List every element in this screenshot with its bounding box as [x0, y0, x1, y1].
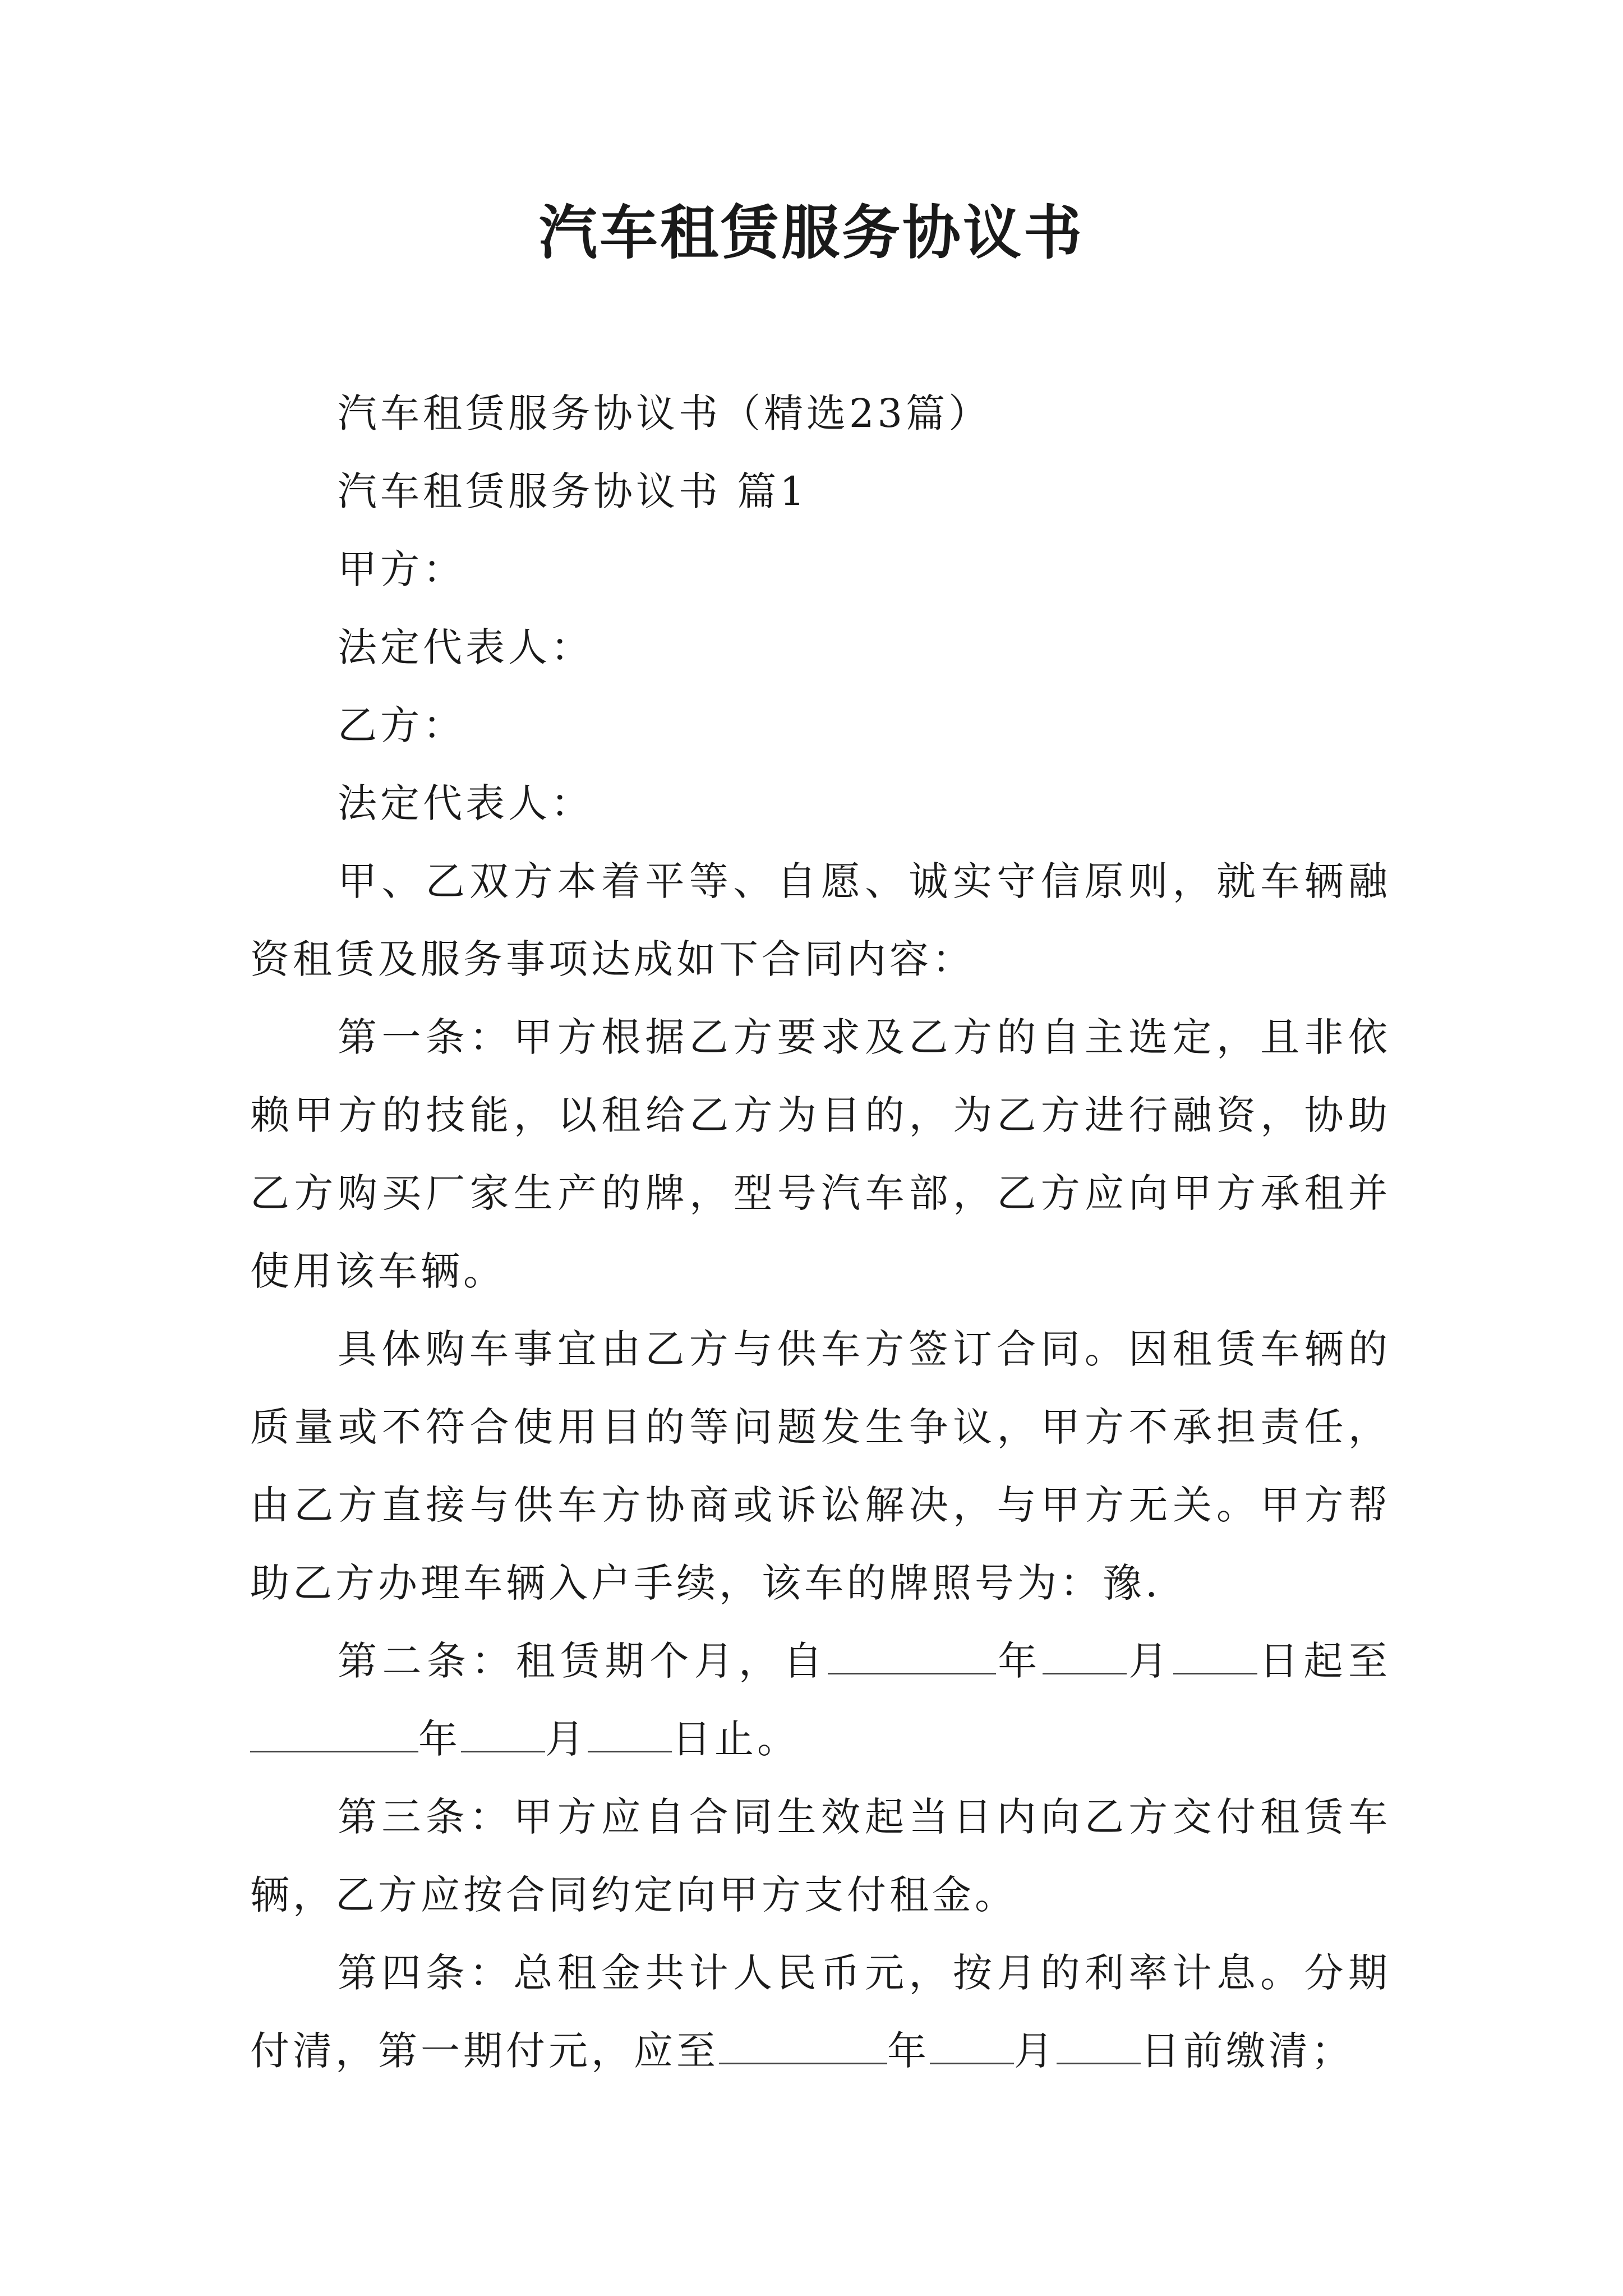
article-2-text-6: 月	[545, 1716, 588, 1762]
article-1-detail-paragraph: 具体购车事宜由乙方与供车方签订合同。因租赁车辆的质量或不符合使用目的等问题发生争议，甲方不承担责任，由乙方直接与供车方协商或诉讼解决，与甲方无关。甲方帮助乙方办理车辆入户手续，该车的牌照号为：豫.	[250, 1326, 1391, 1606]
article-2-text-2: 年	[995, 1638, 1043, 1684]
article-2-text-7: 日止。	[672, 1716, 800, 1762]
year-blank	[250, 1711, 418, 1752]
document-body	[250, 375, 1391, 2090]
article-4-text-1: 第四条：总租金共计人民币元，按月的利率计息。分期付清，第一期付元，应至	[250, 1950, 1391, 2074]
subtitle: 汽车租赁服务协议书（精选23篇）	[338, 390, 992, 436]
year-blank	[828, 1634, 996, 1674]
month-blank	[930, 2023, 1014, 2064]
article-4-text-4: 日前缴清；	[1141, 2028, 1354, 2074]
article-2-text-3: 月	[1126, 1638, 1173, 1684]
article-2-text-5: 年	[418, 1716, 461, 1762]
article-1-paragraph: 第一条：甲方根据乙方要求及乙方的自主选定，且非依赖甲方的技能，以租给乙方为目的，为乙方进行融资，协助乙方购买厂家生产的牌，型号汽车部，乙方应向甲方承租并使用该车辆。	[250, 1014, 1391, 1294]
section-heading: 汽车租赁服务协议书 篇1	[338, 468, 808, 514]
party-b-rep-line: 法定代表人：	[338, 780, 593, 826]
document-title: 汽车租赁服务协议书	[538, 198, 1084, 267]
article-2-text-4: 日起至	[1257, 1638, 1391, 1684]
month-blank	[1043, 1634, 1127, 1674]
party-a-rep-line: 法定代表人：	[338, 624, 593, 670]
day-blank	[1173, 1634, 1257, 1674]
article-2-paragraph	[250, 1622, 1391, 1778]
article-2-text-1: 第二条：租赁期个月，自	[338, 1638, 828, 1684]
party-b-line: 乙方：	[338, 702, 465, 748]
article-3-paragraph: 第三条：甲方应自合同生效起当日内向乙方交付租赁车辆，乙方应按合同约定向甲方支付租金。	[250, 1794, 1391, 1918]
year-blank	[719, 2023, 887, 2064]
month-blank	[461, 1711, 545, 1752]
article-4-paragraph	[250, 1934, 1391, 2090]
article-4-text-3: 月	[1014, 2028, 1057, 2074]
article-4-text-2: 年	[887, 2028, 930, 2074]
party-a-line: 甲方：	[338, 546, 465, 592]
intro-paragraph: 甲、乙双方本着平等、自愿、诚实守信原则，就车辆融资租赁及服务事项达成如下合同内容：	[250, 858, 1391, 982]
day-blank	[588, 1711, 672, 1752]
day-blank	[1057, 2023, 1141, 2064]
